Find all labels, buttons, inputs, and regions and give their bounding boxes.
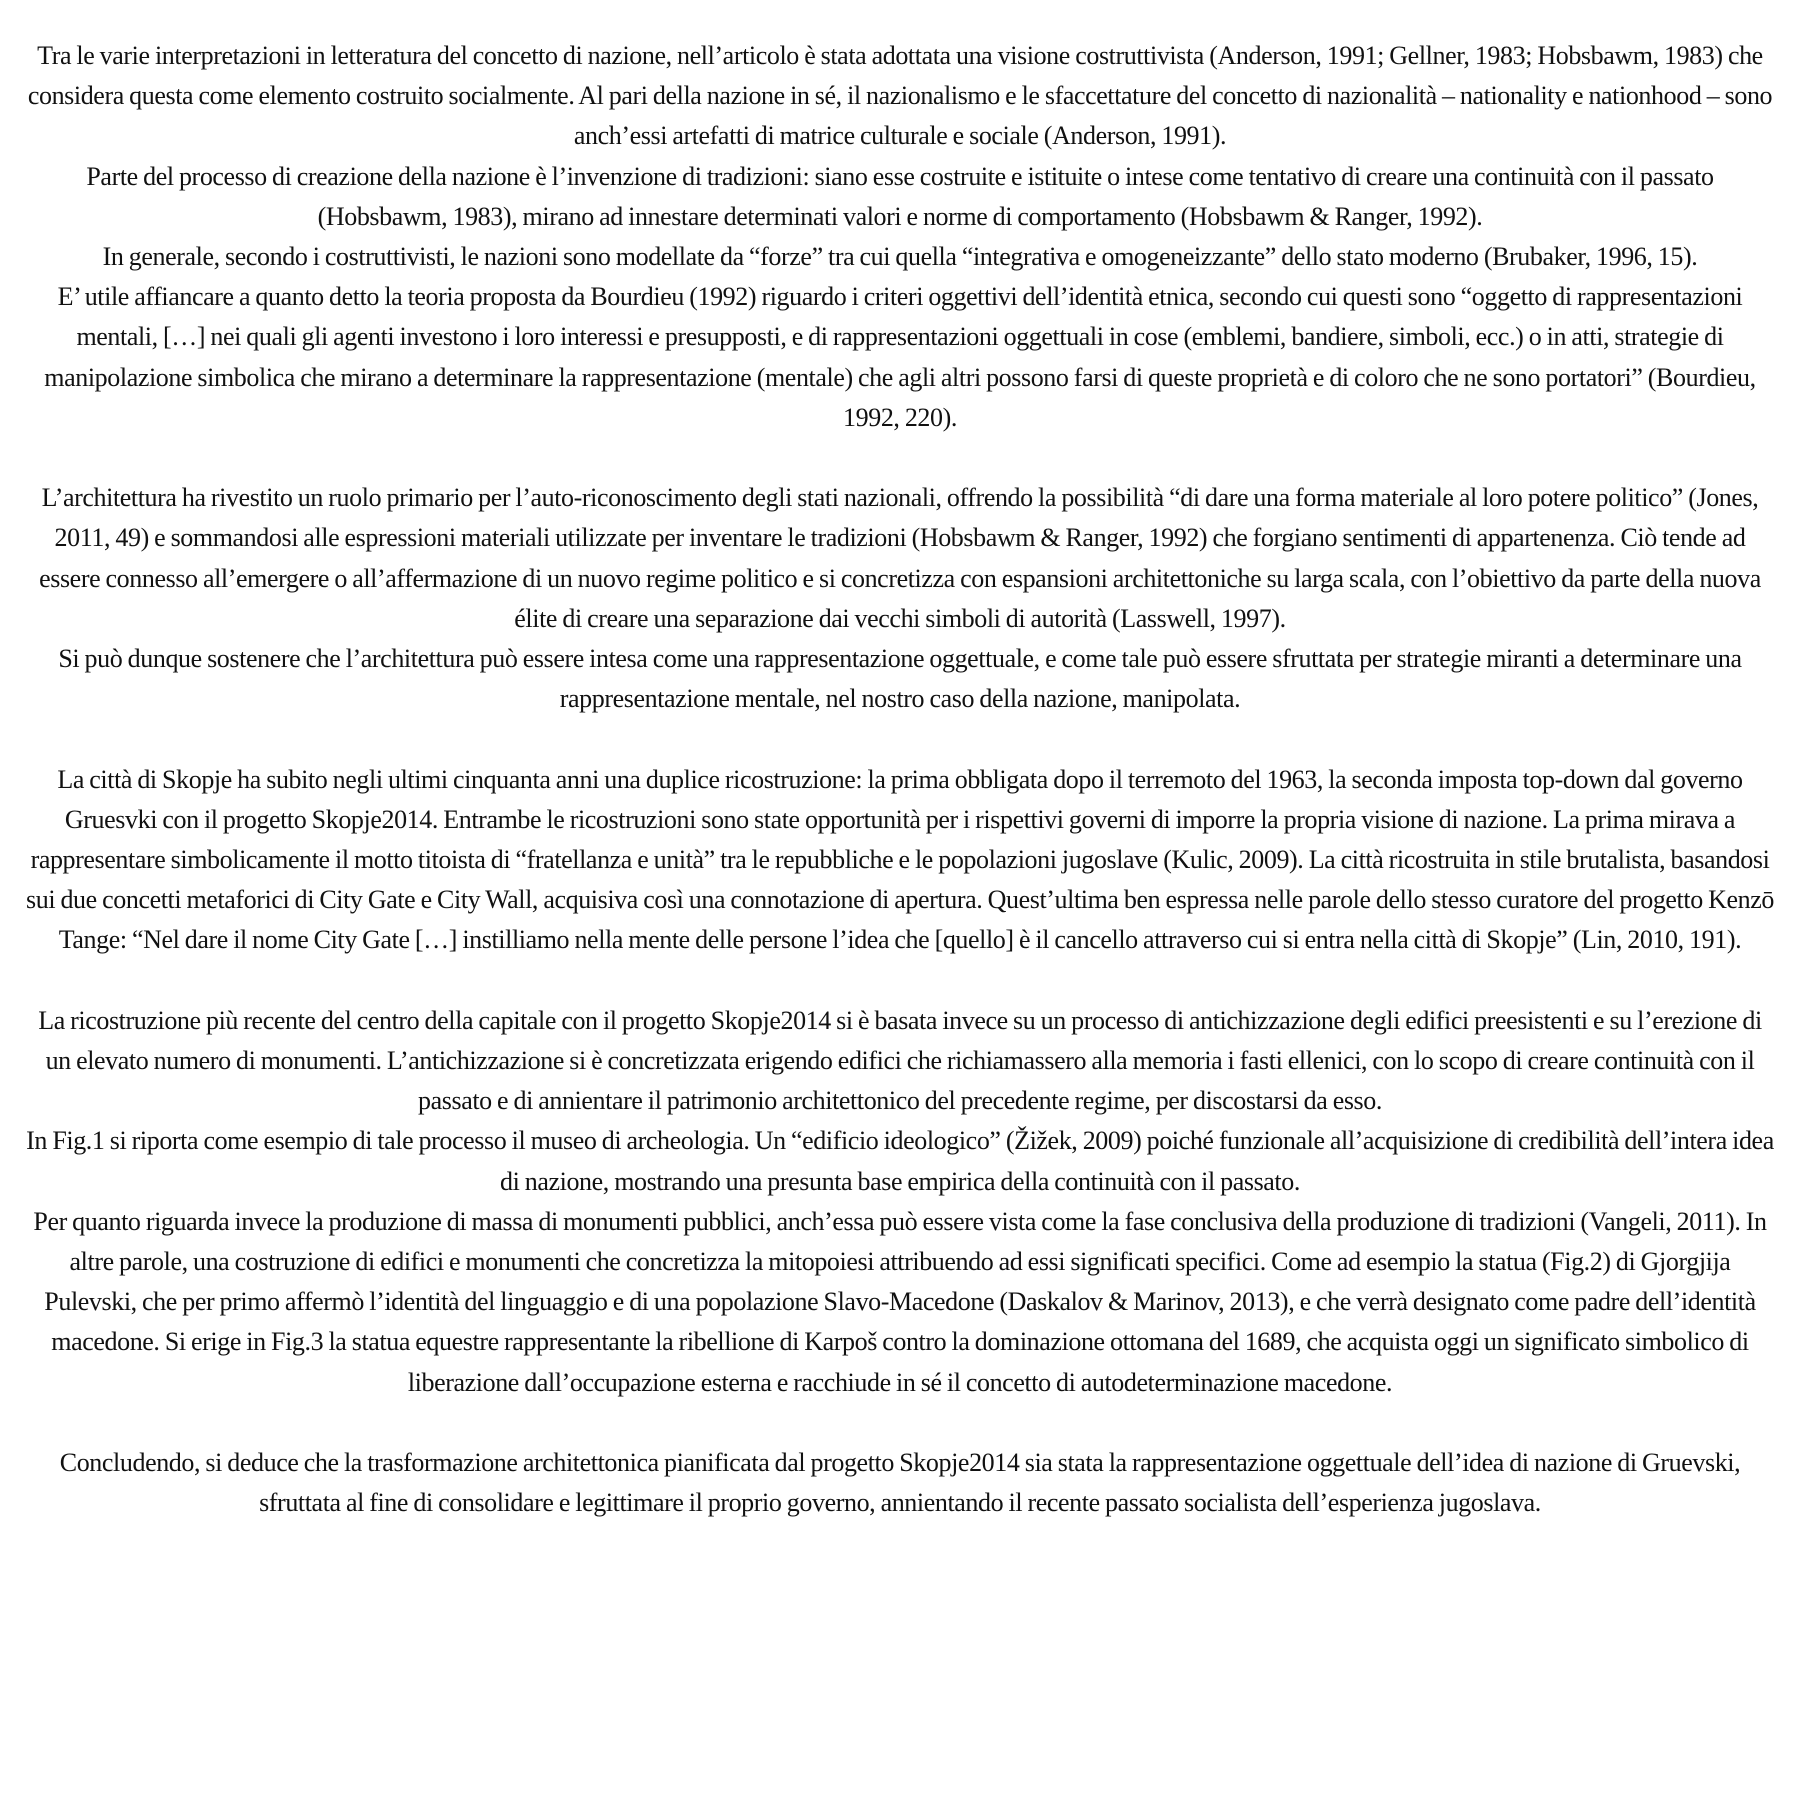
paragraph-nation-interpretations: Tra le varie interpretazioni in letteratura del concetto di nazione, nell’articolo è stata adottata una visione costruttivista (Anderson, 1991; Gellner, 1983; Hobsbawm, 1983) che considera questa come elemento costruito socialmente. Al pari della nazione in sé, il nazionalismo e le sfaccettature del concetto di nazionalità – nationality e nationhood – sono anch’essi artefatti di matrice culturale e sociale (Anderson, 1991).: [27, 41, 1773, 151]
paragraph-bourdieu: E’ utile affiancare a quanto detto la teoria proposta da Bourdieu (1992) riguardo i criteri oggettivi dell’identità etnica, secondo cui questi sono “oggetto di rappresentazioni mentali, […] nei quali gli agenti investono i loro interessi e presupposti, e di rappresentazioni oggettuali in cose (emblemi, bandiere, simboli, ecc.) o in atti, strategie di manipolazione simbolica che mirano a determinare la rappresentazione (mentale) che agli altri possono farsi di queste proprietà e di coloro che ne sono portatori” (Bourdieu, 1992, 220).: [44, 282, 1756, 432]
paragraph-architecture-representation: Si può dunque sostenere che l’architettura può essere intesa come una rappresentazione oggettuale, e come tale può essere sfruttata per strategie miranti a determinare una rappresentazione mentale, nel nostro caso della nazione, manipolata.: [58, 644, 1742, 714]
paragraph-conclusion: Concludendo, si deduce che la trasformazione architettonica pianificata dal progetto Skopje2014 sia stata la rappresentazione oggettuale dell’idea di nazione di Gruevski, sfruttata al fine di consolidare e legittimare il proprio governo, annientando il recente passato socialista dell’esperienza jugoslava.: [59, 1448, 1741, 1518]
paragraph-skopje-reconstruction: La città di Skopje ha subito negli ultimi cinquanta anni una duplice ricostruzione: la prima obbligata dopo il terremoto del 1963, la seconda imposta top-down dal governo Gruesvki con il progetto Skopje2014. Entrambe le ricostruzioni sono state opportunità per i rispettivi governi di imporre la propria visione di nazione. La prima mirava a rappresentare simbolicamente il motto titoista di “fratellanza e unità” tra le repubbliche e le popolazioni jugoslave (Kulic, 2009). La città ricostruita in stile brutalista, basandosi sui due concetti metaforici di City Gate e City Wall, acquisiva così una connotazione di apertura. Quest’ultima ben espressa nelle parole dello stesso curatore del progetto Kenzō Tange: “Nel dare il nome City Gate […] instilliamo nella mente delle persone l’idea che [quello] è il cancello attraverso cui si entra nella città di Skopje” (Lin, 2010, 191).: [26, 764, 1774, 955]
paragraph-constructivists: In generale, secondo i costruttivisti, le nazioni sono modellate da “forze” tra cui quella “integrativa e omogeneizzante” dello stato moderno (Brubaker, 1996, 15).: [102, 242, 1698, 272]
document-body: [24, 36, 1776, 1764]
paragraph-invention-of-traditions: Parte del processo di creazione della nazione è l’invenzione di tradizioni: siano esse costruite e istituite o intese come tentativo di creare una continuità con il passato (Hobsbawm, 1983), mirano ad innestare determinati valori e norme di comportamento (Hobsbawm & Ranger, 1992).: [86, 161, 1714, 231]
paragraph-spacer: [24, 438, 1776, 478]
paragraph-spacer: [24, 719, 1776, 759]
paragraph-spacer: [24, 961, 1776, 1001]
paragraph-architecture-role: L’architettura ha rivestito un ruolo primario per l’auto-riconoscimento degli stati nazionali, offrendo la possibilità “di dare una forma materiale al loro potere politico” (Jones, 2011, 49) e sommandosi alle espressioni materiali utilizzate per inventare le tradizioni (Hobsbawm & Ranger, 1992) che forgiano sentimenti di appartenenza. Ciò tende ad essere connesso all’emergere o all’affermazione di un nuovo regime politico e si concretizza con espansioni architettoniche su larga scala, con l’obiettivo da parte della nuova élite di creare una separazione dai vecchi simboli di autorità (Lasswell, 1997).: [39, 483, 1761, 633]
paragraph-skopje2014-antiquisation: La ricostruzione più recente del centro della capitale con il progetto Skopje2014 si è basata invece su un processo di antichizzazione degli edifici preesistenti e su l’erezione di un elevato numero di monumenti. L’antichizzazione si è concretizzata erigendo edifici che richiamassero alla memoria i fasti ellenici, con lo scopo di creare continuità con il passato e di annientare il patrimonio architettonico del precedente regime, per discostarsi da esso.: [38, 1005, 1762, 1116]
paragraph-public-monuments: Per quanto riguarda invece la produzione di massa di monumenti pubblici, anch’essa può essere vista come la fase conclusiva della produzione di tradizioni (Vangeli, 2011). In altre parole, una costruzione di edifici e monumenti che concretizza la mitopoiesi attribuendo ad essi significati specifici. Come ad esempio la statua (Fig.2) di Gjorgjija Pulevski, che per primo affermò l’identità del linguaggio e di una popolazione Slavo-Macedone (Daskalov & Marinov, 2013), e che verrà designato come padre dell’identità macedone. Si erige in Fig.3 la statua equestre rappresentante la ribellione di Karpoš contro la dominazione ottomana del 1689, che acquista oggi un significato simbolico di liberazione dall’occupazione esterna e racchiude in sé il concetto di autodeterminazione macedone.: [33, 1206, 1767, 1397]
paragraph-archaeology-museum: In Fig.1 si riporta come esempio di tale processo il museo di archeologia. Un “edificio ideologico” (Žižek, 2009) poiché funzionale all’acquisizione di credibilità dell’intera idea di nazione, mostrando una presunta base empirica della continuità con il passato.: [26, 1126, 1774, 1196]
paragraph-spacer: [24, 1403, 1776, 1443]
